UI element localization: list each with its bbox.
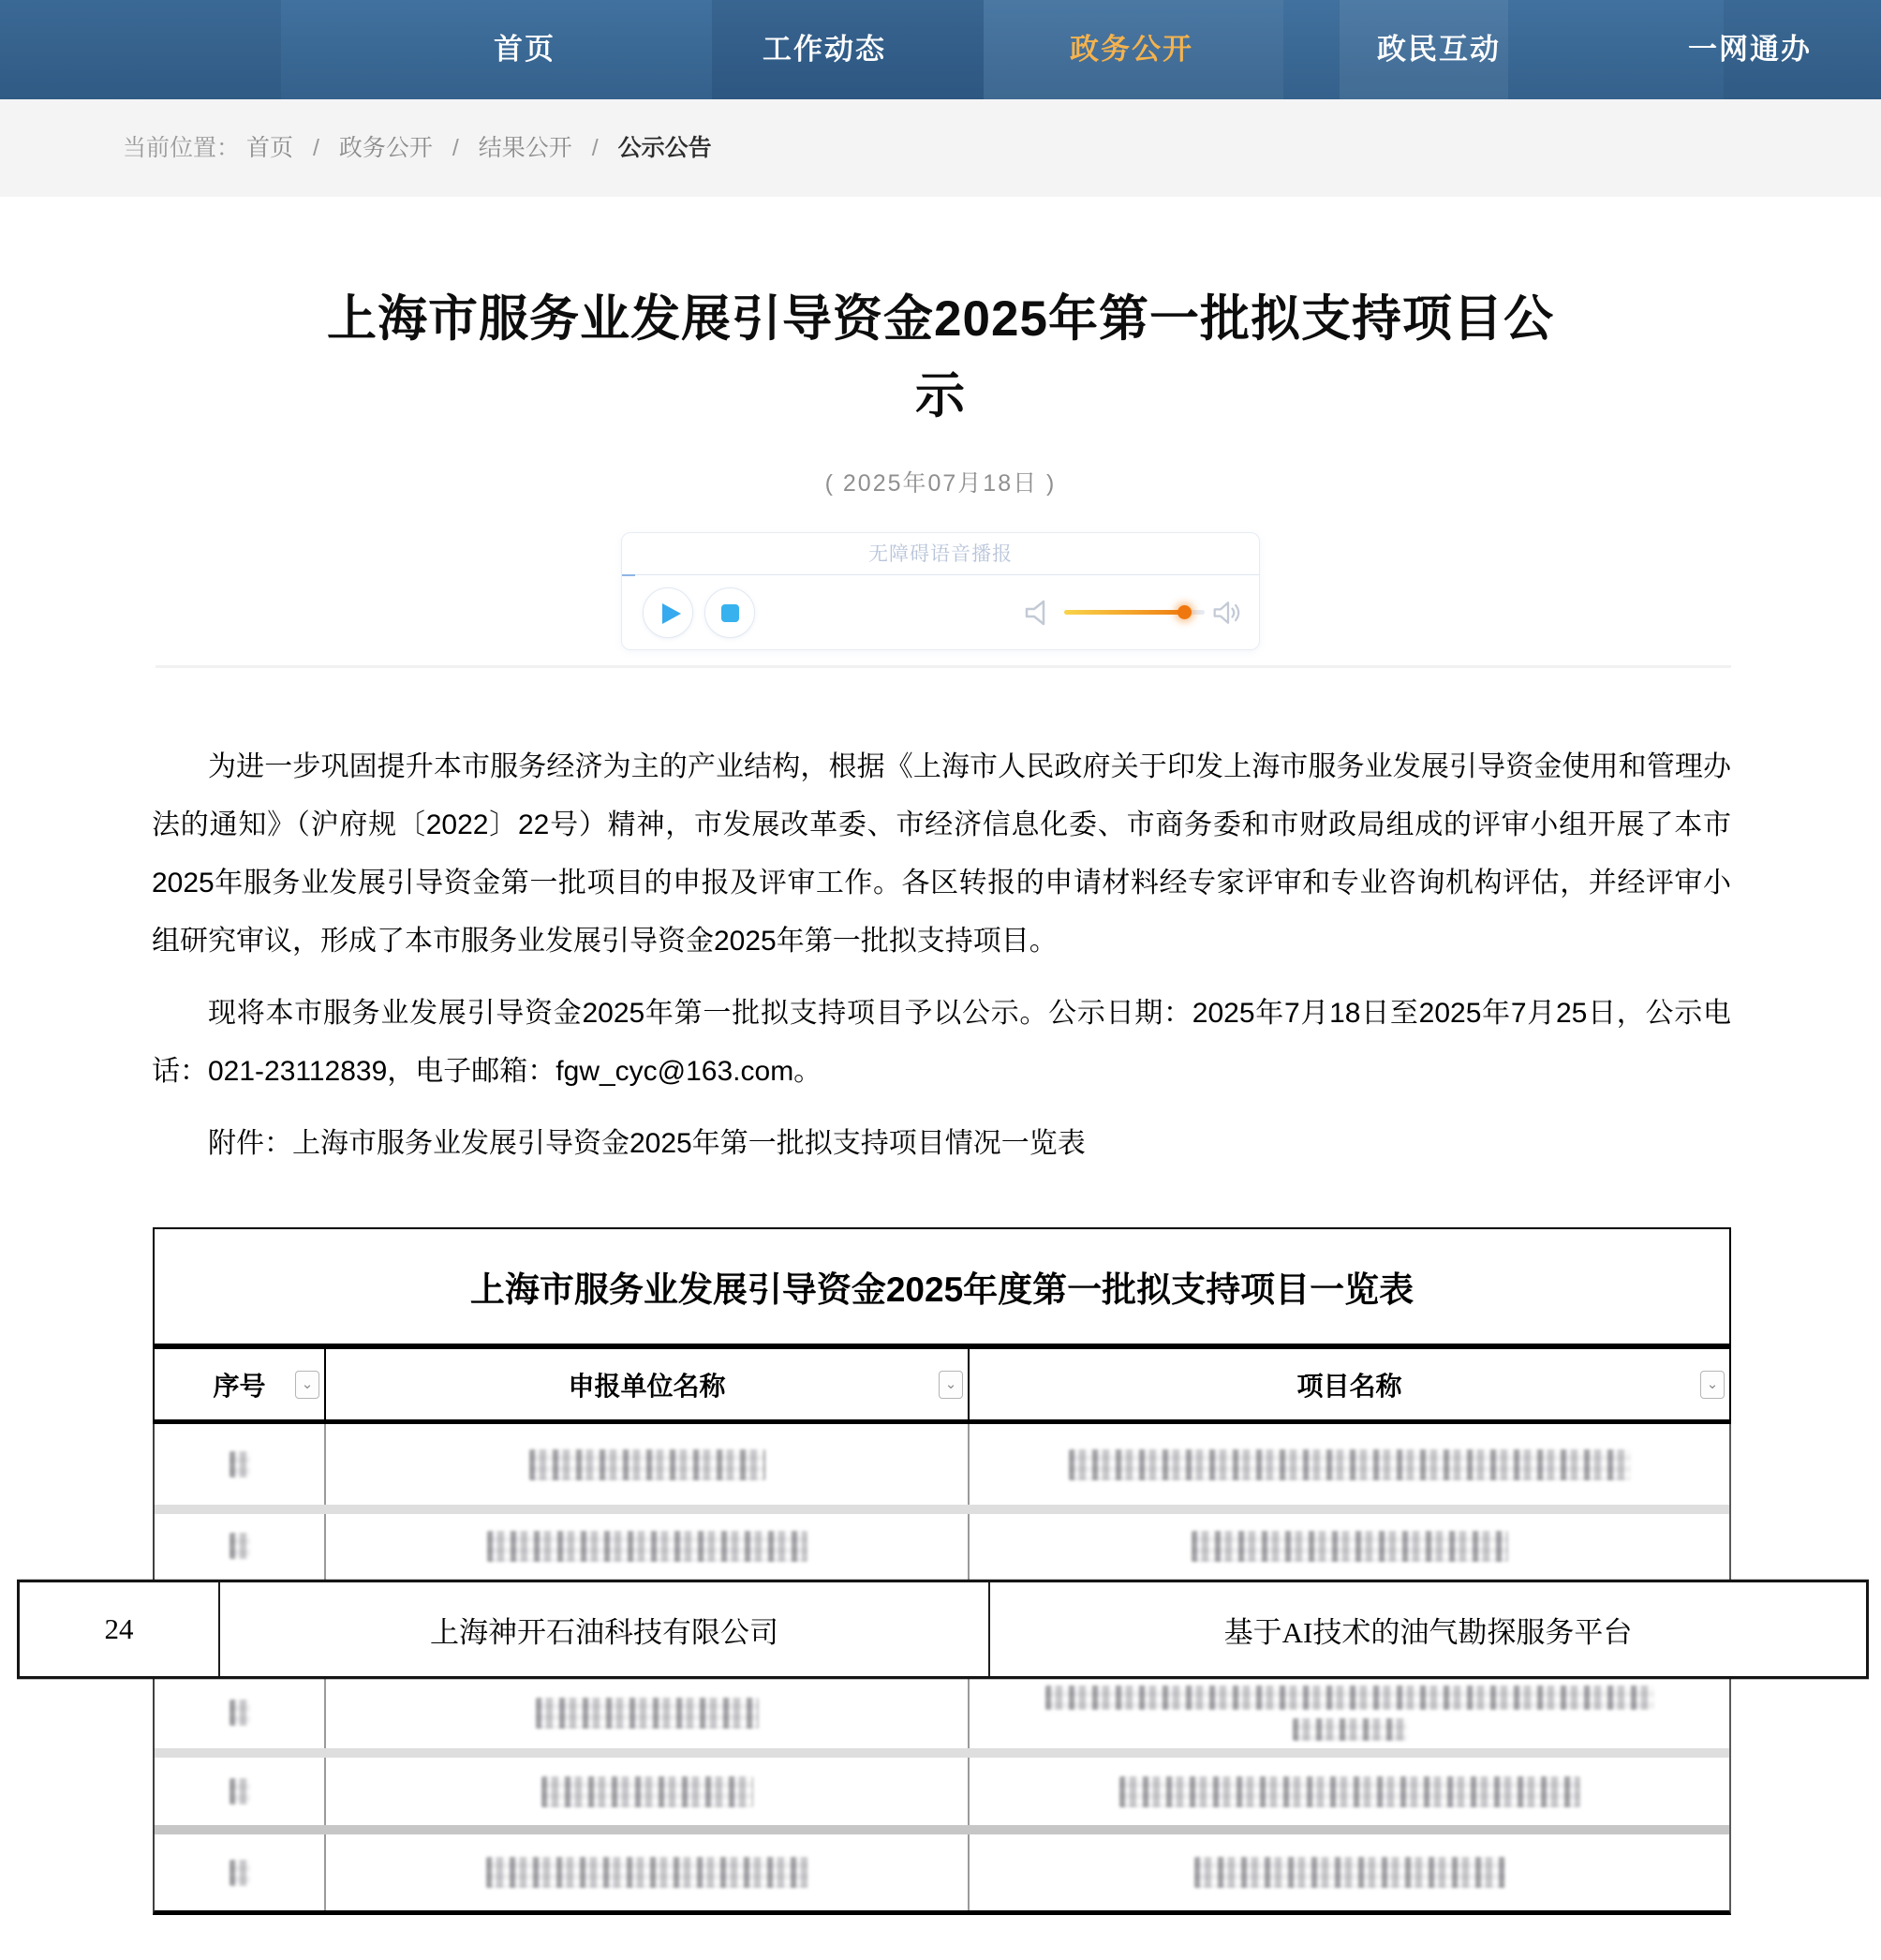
paragraph-notice: 现将本市服务业发展引导资金2025年第一批拟支持项目予以公示。公示日期：2025年7月18日至2025年7月25日，公示电话：021-23112839，电子邮箱：fgw_cyc@163.com。 — [152, 998, 1731, 1087]
nav-item-home[interactable]: 首页 — [494, 33, 555, 66]
volume-low-icon — [1023, 598, 1055, 628]
stop-button[interactable] — [704, 587, 755, 638]
row-divider — [155, 1748, 1729, 1758]
page-title — [0, 281, 1881, 435]
play-button[interactable] — [643, 587, 693, 638]
row-divider — [155, 1825, 1729, 1834]
column-header-project-label: 项目名称 — [1296, 1371, 1402, 1401]
audio-player-title: 无障碍语音播报 — [868, 543, 1013, 565]
column-header-project — [970, 1349, 1729, 1419]
breadcrumb-separator: / — [312, 135, 319, 161]
nav-item-gov-open[interactable]: 政务公开 — [1070, 33, 1193, 66]
volume-slider-fill — [1064, 610, 1184, 615]
highlighted-row-project: 基于AI技术的油气勘探服务平台 — [1223, 1615, 1633, 1649]
breadcrumb-bar — [0, 99, 1881, 197]
breadcrumb-label: 当前位置： — [123, 135, 241, 161]
publish-date: ( 2025年07月18日 ) — [824, 470, 1057, 497]
table-row-redacted — [155, 1834, 1729, 1910]
breadcrumb-separator: / — [591, 135, 599, 161]
filter-dropdown-button[interactable] — [939, 1371, 963, 1399]
table-title: 上海市服务业发展引导资金2025年度第一批拟支持项目一览表 — [153, 1227, 1731, 1349]
chevron-down-icon: ⌄ — [301, 1375, 314, 1392]
breadcrumb-link-gov-open[interactable]: 政务公开 — [338, 135, 433, 161]
column-header-seq — [155, 1349, 326, 1419]
breadcrumb-link-results[interactable]: 结果公开 — [478, 135, 572, 161]
chevron-down-icon: ⌄ — [944, 1375, 957, 1392]
breadcrumb-separator: / — [452, 135, 459, 161]
section-divider — [156, 665, 1731, 668]
nav-item-one-portal[interactable]: 一网通办 — [1688, 33, 1812, 66]
nav-background-decor — [0, 0, 281, 99]
breadcrumb — [123, 99, 712, 197]
row-divider — [155, 1505, 1729, 1514]
highlighted-row-seq: 24 — [20, 1582, 220, 1676]
filter-dropdown-button[interactable] — [295, 1371, 319, 1399]
table-row-redacted — [155, 1424, 1729, 1505]
column-header-company-label: 申报单位名称 — [568, 1371, 726, 1401]
top-nav — [0, 0, 1881, 99]
article-body — [152, 738, 1731, 1187]
volume-slider[interactable] — [1064, 610, 1205, 615]
paragraph-attachment: 附件：上海市服务业发展引导资金2025年第一批拟支持项目情况一览表 — [208, 1128, 1086, 1159]
page-title-line2: 示 — [915, 368, 966, 423]
audio-player — [621, 532, 1260, 650]
paragraph-intro: 为进一步巩固提升本市服务经济为主的产业结构，根据《上海市人民政府关于印发上海市服务业发展引导资金使用和管理办法的通知》（沪府规〔2022〕22号）精神，市发展改革委、市经济信息化委、市商务委和市财政局组成的评审小组开展了本市2025年服务业发展引导资金第一批项目的申报及评审工作。各区转报的申请材料经专家评审和专业咨询机构评估，并经评审小组研究审议，形成了本市服务业发展引导资金2025年第一批拟支持项目。 — [152, 751, 1731, 957]
chevron-down-icon: ⌄ — [1706, 1375, 1719, 1392]
stop-icon — [721, 604, 739, 622]
nav-item-interaction[interactable]: 政民互动 — [1377, 33, 1501, 66]
volume-slider-knob[interactable] — [1177, 605, 1192, 619]
table-row-redacted — [155, 1677, 1729, 1748]
nav-item-work-news[interactable]: 工作动态 — [763, 33, 886, 66]
highlighted-table-row-24 — [17, 1580, 1869, 1679]
audio-player-controls — [622, 575, 1259, 650]
column-header-seq-label: 序号 — [213, 1371, 266, 1401]
table-row-redacted — [155, 1758, 1729, 1825]
breadcrumb-link-home[interactable]: 首页 — [245, 135, 293, 161]
column-header-company — [326, 1349, 970, 1419]
breadcrumb-current: 公示公告 — [617, 135, 712, 161]
table-header-row — [153, 1349, 1731, 1424]
highlighted-row-company: 上海神开石油科技有限公司 — [220, 1582, 990, 1676]
page-title-line1: 上海市服务业发展引导资金2025年第一批拟支持项目公 — [327, 291, 1554, 347]
table-row-redacted — [155, 1514, 1729, 1578]
filter-dropdown-button[interactable] — [1700, 1371, 1725, 1399]
projects-table — [153, 1227, 1731, 1915]
volume-high-icon — [1212, 598, 1244, 628]
play-icon — [662, 603, 681, 624]
